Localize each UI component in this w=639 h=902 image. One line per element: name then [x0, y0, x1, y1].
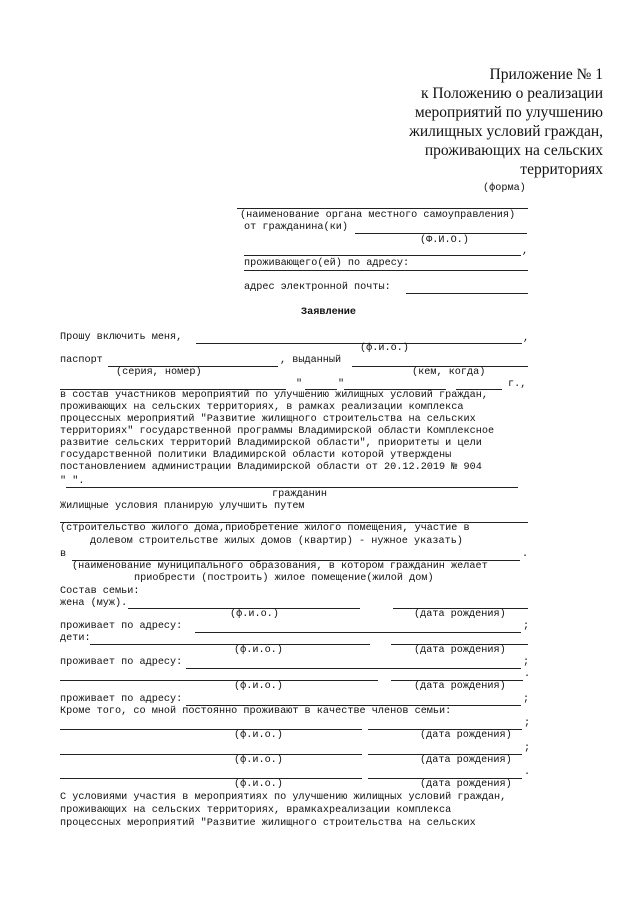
children-label: дети:: [60, 633, 91, 644]
para1-line-2: проживающих на сельских территориях, в рамках реализации комплекса: [60, 402, 464, 413]
from-label: от гражданина(ки): [244, 222, 348, 233]
name-field-line[interactable]: [244, 255, 521, 256]
member3-birth-caption: (дата рождения): [420, 779, 512, 790]
quote-line: " ".: [60, 476, 85, 487]
child1-fio-caption: (ф.и.о.): [234, 645, 283, 656]
series-caption: (серия, номер): [116, 367, 202, 378]
appendix-title: Приложение № 1: [489, 66, 603, 83]
para1-line-6: государственной политики Владимирской области которой утверждены: [60, 450, 452, 461]
appendix-line-4: проживающих на сельских: [424, 142, 603, 159]
spouse-birth-caption: (дата рождения): [414, 609, 506, 620]
child2-fio-caption: (ф.и.о.): [234, 681, 283, 692]
in-label: в: [60, 549, 67, 560]
para1-line-7: постановлением администрации Владимирской области от 20.12.2019 № 904: [60, 462, 482, 473]
para2-line-3: процессных мероприятий "Развитие жилищного строительства на сельских: [60, 818, 476, 829]
quote-field-line[interactable]: [66, 487, 518, 488]
member2-fio-caption: (ф.и.о.): [234, 755, 283, 766]
member3-fio-caption: (ф.и.о.): [234, 779, 283, 790]
request-label: Прошу включить меня,: [60, 332, 183, 343]
year-suffix: г.,: [508, 379, 527, 390]
request-fio-caption: (ф.и.о.): [360, 343, 409, 354]
form-label: (форма): [483, 183, 526, 194]
method-caption-2: долевом строительстве жилых домов (квартир) - нужное указать): [90, 536, 463, 547]
para1-line-5: развитие сельских территорий Владимирской области", приоритеты и цели: [60, 438, 482, 449]
method-caption-1: (строительство жилого дома,приобретение жилого помещения, участие в: [60, 523, 470, 534]
email-field-line[interactable]: [406, 293, 528, 294]
spouse-label: жена (муж).: [60, 598, 128, 609]
member1-birth-caption: (дата рождения): [420, 730, 512, 741]
spouse-address-line[interactable]: [195, 632, 521, 633]
appendix-line-3: жилищных условий граждан,: [409, 123, 603, 140]
residing-label: проживающего(ей) по адресу:: [244, 258, 410, 269]
email-label: адрес электронной почты:: [244, 282, 391, 293]
address-field-line[interactable]: [244, 270, 528, 271]
child2-lives-at: проживает по адресу:: [60, 694, 183, 705]
member2-birth-caption: (дата рождения): [420, 755, 512, 766]
appendix-line-5: территориях: [520, 161, 603, 178]
member1-fio-caption: (ф.и.о.): [234, 730, 283, 741]
member1-fio-line[interactable]: [60, 729, 362, 730]
para1-line-3: процессных мероприятий "Развитие жилищного строительства на сельских: [60, 414, 476, 425]
member3-fio-line[interactable]: [60, 778, 362, 779]
spouse-fio-caption: (ф.и.о.): [230, 609, 279, 620]
request-fio-line[interactable]: [196, 343, 522, 344]
issued-label: , выданный: [280, 355, 342, 366]
child2-birth-caption: (дата рождения): [414, 681, 506, 692]
para2-line-1: С условиями участия в мероприятиях по улучшению жилищных условий граждан,: [60, 792, 507, 803]
passport-label: паспорт: [60, 355, 103, 366]
child1-birth-caption: (дата рождения): [414, 645, 506, 656]
spouse-lives-at: проживает по адресу:: [60, 621, 183, 632]
child1-lives-at: проживает по адресу:: [60, 657, 183, 668]
org-field-line[interactable]: [237, 208, 528, 209]
para1-line-4: территориях" государственной программы Владимирской области Комплексное: [60, 426, 495, 437]
child2-fio-line[interactable]: [60, 680, 378, 681]
child1-fio-line[interactable]: [90, 644, 370, 645]
municipality-caption-2: приобрести (построить) жилое помещение(жилой дом): [134, 573, 434, 584]
municipality-caption-1: (наименование муниципального образования, в котором гражданин желает: [72, 561, 488, 572]
statement-title: Заявление: [301, 307, 357, 318]
appendix-line-1: к Положению о реализации: [420, 85, 603, 102]
family-label: Состав семьи:: [60, 586, 140, 597]
member2-fio-line[interactable]: [60, 754, 362, 755]
para1-line-1: в состав участников мероприятий по улучшению жилищных условий граждан,: [60, 390, 488, 401]
document-page: Приложение № 1 к Положению о реализации мероприятий по улучшению жилищных условий граждан, проживающих на сельских территориях (форма) (наименование органа местного самоуправления) от гражданина(ки) (Ф.И.О.) , проживающего(ей) по адресу: адрес электронной почты: Заявление Прошу включить меня, , (ф.и.о.) паспорт , выданный (серия, номер) (кем, когда) " " г., в состав участников мероприятий по улучшению жилищных условий граждан, проживающих на сельских территориях, в рамках реализации комплекса процессных мероприятий "Развитие жилищного строительства на сельских территориях" государственной программы Владимирской области Комплексное развитие сельских территорий Владимирской области", приоритеты и цели государственной политики Владимирской области которой утверждены постановлением администрации Владимирской области от 20.12.2019 № 904 " ". гражданин Жилищные условия планирую улучшить путем (строительство жилого дома,приобретение жилого помещения, участие в долевом строительстве жилых домов (квартир) - нужное указать) в . (наименование муниципального образования, в котором гражданин желает приобрести (построить) жилое помещение(жилой дом) Состав семьи: жена (муж). (ф.и.о.) (дата рождения) проживает по адресу: ; дети: (ф.и.о.) (дата рождения) проживает по адресу: ; . (ф.и.о.) (дата рождения) проживает по адресу: ; Кроме того, со мной постоянно проживают в качестве членов семьи: ; (ф.и.о.) (дата рождения) ; (ф.и.о.) (дата рождения) . (ф.и.о.) (дата рождения) С условиями участия в мероприятиях по улучшению жилищных условий граждан, проживающих на сельских территориях, врамкахреализации комплекса процессных мероприятий "Развитие жилищного строительства на сельских: [60, 66, 603, 829]
plan-label: Жилищные условия планирую улучшить путем: [60, 501, 305, 512]
from-field-line[interactable]: [355, 233, 527, 234]
para2-line-2: проживающих на сельских территориях, врамкахреализации комплекса: [60, 805, 452, 816]
child1-address-line[interactable]: [186, 668, 521, 669]
by-whom-caption: (кем, когда): [412, 367, 486, 378]
org-caption: (наименование органа местного самоуправления): [240, 210, 516, 221]
fio-caption: (Ф.И.О.): [420, 235, 469, 246]
appendix-line-2: мероприятий по улучшению: [414, 104, 603, 121]
also-label: Кроме того, со мной постоянно проживают в качестве членов семьи:: [60, 706, 452, 717]
citizen-caption: гражданин: [272, 489, 328, 500]
